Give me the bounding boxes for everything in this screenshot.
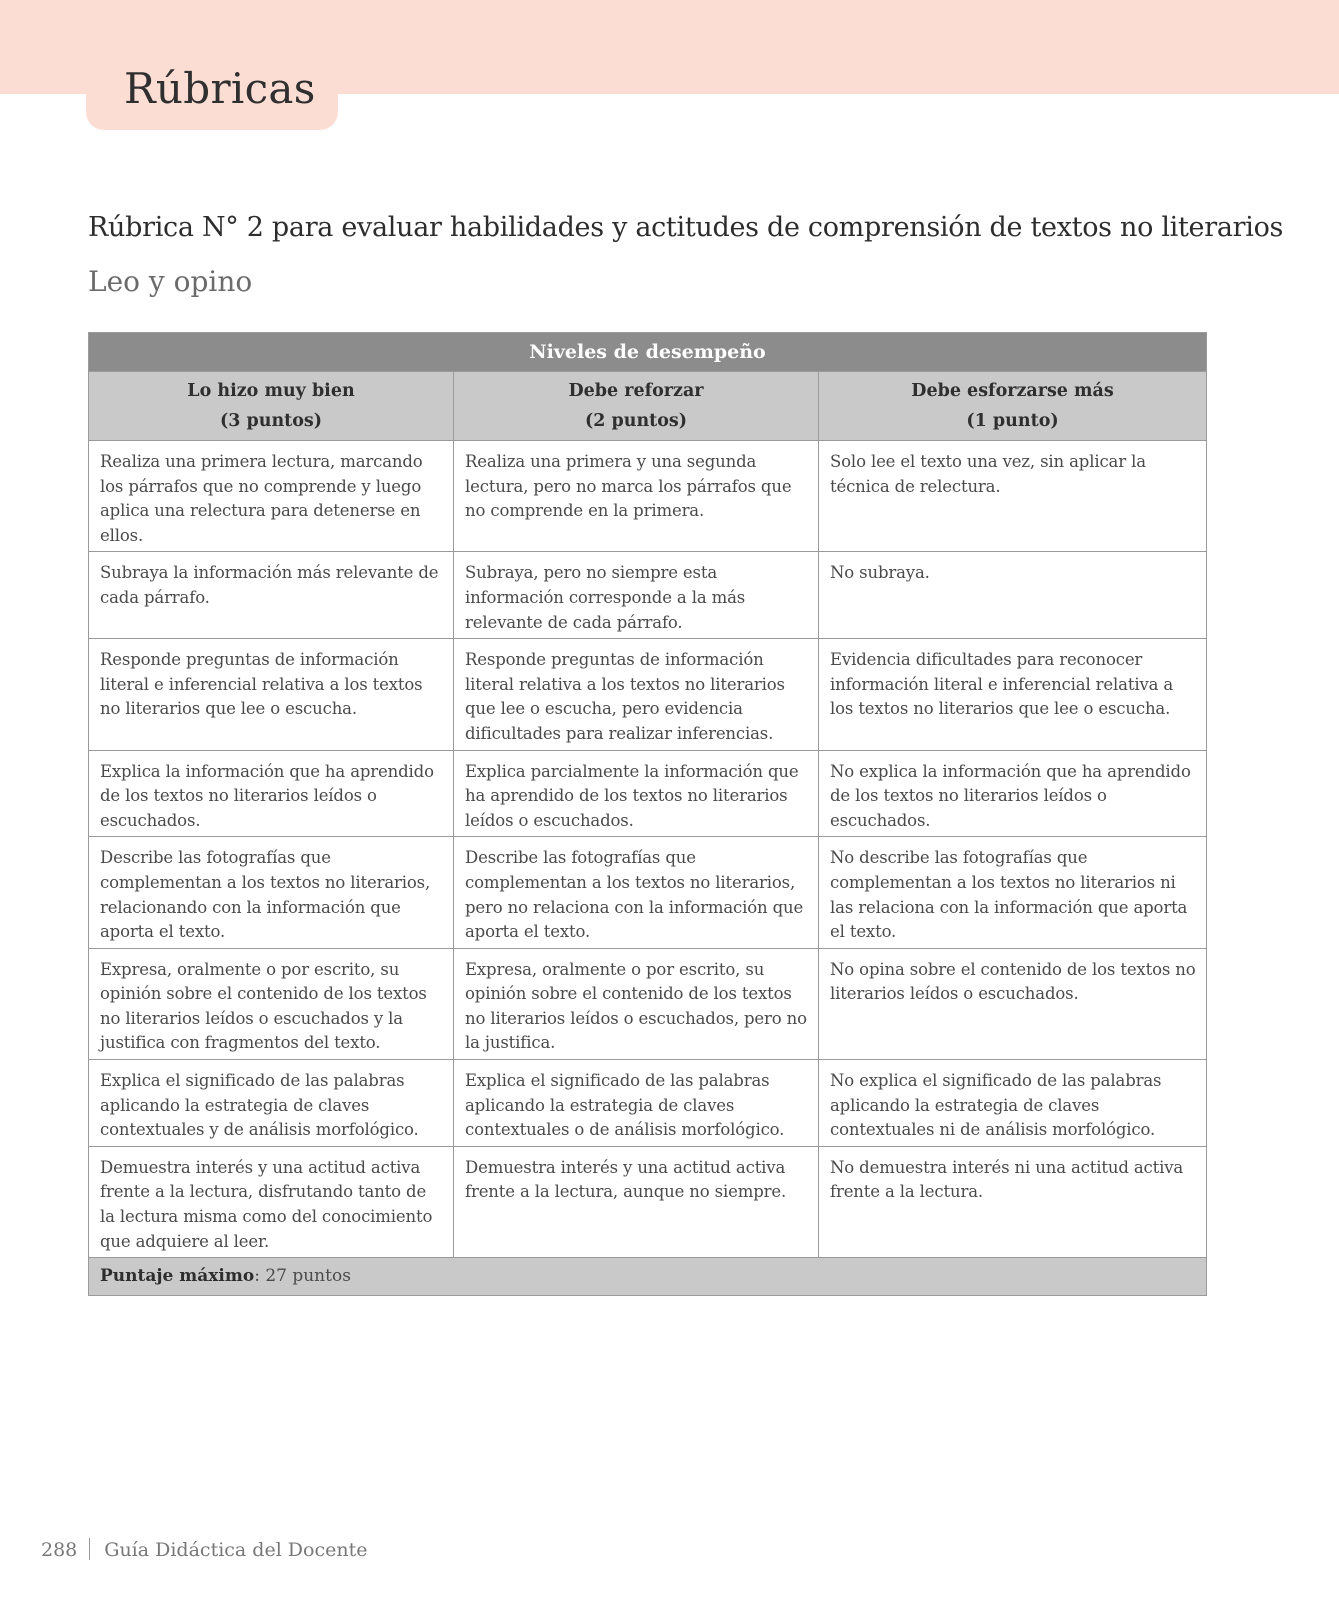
table-row xyxy=(89,750,1207,837)
page-number: 288 xyxy=(41,1539,78,1561)
rubric-title: Rúbrica N° 2 para evaluar habilidades y actitudes de comprensión de textos no literarios xyxy=(88,212,1284,243)
section-title: Rúbricas xyxy=(124,64,316,113)
rubric-table xyxy=(88,332,1207,1296)
column-header-very-good xyxy=(89,372,454,441)
table-cell: Explica el significado de las palabras aplicando la estrategia de claves contextuales o de análisis morfológico. xyxy=(454,1060,819,1147)
table-row xyxy=(89,1060,1207,1147)
book-title: Guía Didáctica del Docente xyxy=(104,1539,368,1561)
table-cell: No opina sobre el contenido de los textos no literarios leídos o escuchados. xyxy=(819,948,1207,1059)
table-cell: No explica la información que ha aprendido de los textos no literarios leídos o escuchados. xyxy=(819,750,1207,837)
table-cell: Subraya, pero no siempre esta información corresponde a la más relevante de cada párrafo. xyxy=(454,552,819,639)
table-cell: Explica el significado de las palabras aplicando la estrategia de claves contextuales y de análisis morfológico. xyxy=(89,1060,454,1147)
column-header-reinforce xyxy=(454,372,819,441)
table-row xyxy=(89,1146,1207,1257)
table-cell: No subraya. xyxy=(819,552,1207,639)
table-cell: No describe las fotografías que complementan a los textos no literarios ni las relaciona con la información que aporta el texto. xyxy=(819,837,1207,948)
max-score-row xyxy=(89,1258,1207,1296)
table-cell: Demuestra interés y una actitud activa frente a la lectura, aunque no siempre. xyxy=(454,1146,819,1257)
table-cell: Explica parcialmente la información que ha aprendido de los textos no literarios leídos o escuchados. xyxy=(454,750,819,837)
column-label: Lo hizo muy bien xyxy=(187,381,355,401)
max-score-value: : 27 puntos xyxy=(254,1266,351,1287)
column-points: (1 punto) xyxy=(966,411,1059,431)
table-cell: Expresa, oralmente o por escrito, su opinión sobre el contenido de los textos no literarios leídos o escuchados y la justifica con fragmentos del texto. xyxy=(89,948,454,1059)
footer-divider xyxy=(89,1538,90,1560)
table-cell: Solo lee el texto una vez, sin aplicar la técnica de relectura. xyxy=(819,441,1207,552)
table-cell: Subraya la información más relevante de cada párrafo. xyxy=(89,552,454,639)
page-footer xyxy=(41,1538,367,1561)
levels-header: Niveles de desempeño xyxy=(89,333,1207,372)
rubric-subtitle: Leo y opino xyxy=(88,265,253,298)
column-points: (2 puntos) xyxy=(584,411,688,431)
table-row xyxy=(89,552,1207,639)
table-cell: Responde preguntas de información literal e inferencial relativa a los textos no literarios que lee o escucha. xyxy=(89,639,454,750)
table-row xyxy=(89,837,1207,948)
table-cell: Describe las fotografías que complementan a los textos no literarios, relacionando con la información que aporta el texto. xyxy=(89,837,454,948)
max-score xyxy=(89,1258,1207,1296)
table-row xyxy=(89,441,1207,552)
table-cell: Explica la información que ha aprendido de los textos no literarios leídos o escuchados. xyxy=(89,750,454,837)
table-cell: Realiza una primera lectura, marcando los párrafos que no comprende y luego aplica una relectura para detenerse en ellos. xyxy=(89,441,454,552)
table-cell: Describe las fotografías que complementan a los textos no literarios, pero no relaciona con la información que aporta el texto. xyxy=(454,837,819,948)
table-cell: Responde preguntas de información literal relativa a los textos no literarios que lee o escucha, pero evidencia dificultades para realizar inferencias. xyxy=(454,639,819,750)
max-score-label: Puntaje máximo xyxy=(100,1266,255,1287)
table-cell: Realiza una primera y una segunda lectura, pero no marca los párrafos que no comprende en la primera. xyxy=(454,441,819,552)
table-cell: No explica el significado de las palabras aplicando la estrategia de claves contextuales ni de análisis morfológico. xyxy=(819,1060,1207,1147)
table-row xyxy=(89,639,1207,750)
table-row xyxy=(89,948,1207,1059)
table-cell: Expresa, oralmente o por escrito, su opinión sobre el contenido de los textos no literarios leídos o escuchados, pero no la justifica. xyxy=(454,948,819,1059)
column-label: Debe reforzar xyxy=(568,381,704,401)
column-header-more-effort xyxy=(819,372,1207,441)
table-cell: Evidencia dificultades para reconocer información literal e inferencial relativa a los textos no literarios que lee o escucha. xyxy=(819,639,1207,750)
column-points: (3 puntos) xyxy=(219,411,323,431)
table-cell: Demuestra interés y una actitud activa frente a la lectura, disfrutando tanto de la lectura misma como del conocimiento que adquiere al leer. xyxy=(89,1146,454,1257)
column-label: Debe esforzarse más xyxy=(911,381,1114,401)
table-cell: No demuestra interés ni una actitud activa frente a la lectura. xyxy=(819,1146,1207,1257)
